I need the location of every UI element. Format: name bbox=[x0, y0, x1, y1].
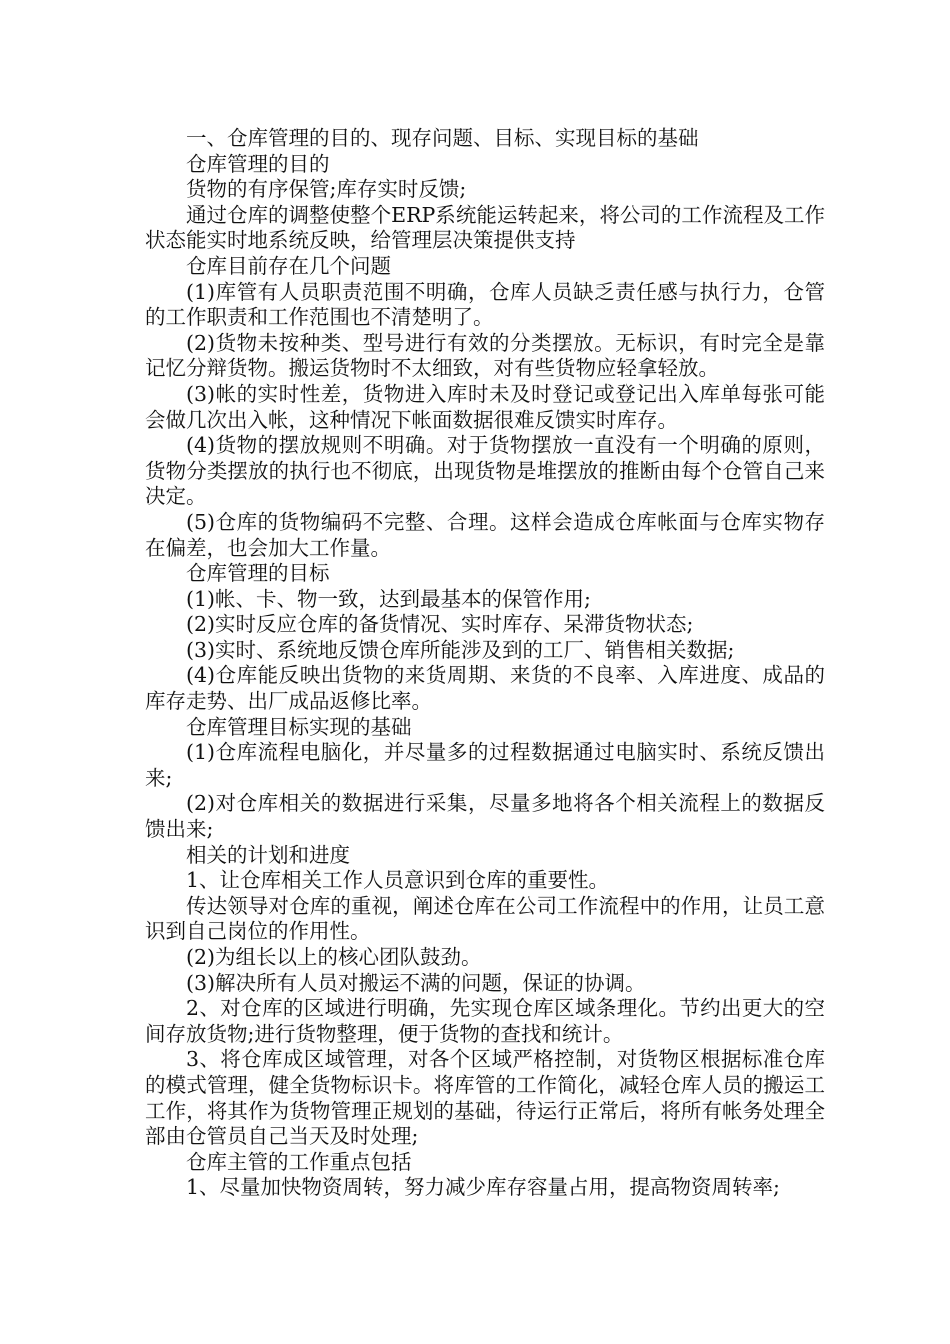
paragraph: 通过仓库的调整使整个ERP系统能运转起来，将公司的工作流程及工作状态能实时地系统反映，给管理层决策提供支持 bbox=[145, 202, 825, 253]
list-item: 3、将仓库成区域管理，对各个区域严格控制，对货物区根据标准仓库的模式管理，健全货物标识卡。将库管的工作简化，减轻仓库人员的搬运工工作，将其作为货物管理正规划的基础，待运行正常后，将所有帐务处理全部由仓管员自己当天及时处理; bbox=[145, 1047, 825, 1149]
list-item: (1)帐、卡、物一致，达到最基本的保管作用; bbox=[186, 586, 591, 611]
subheading: 仓库目前存在几个问题 bbox=[186, 253, 391, 278]
document-body bbox=[145, 126, 825, 1201]
paragraph: 货物的有序保管;库存实时反馈; bbox=[186, 177, 467, 202]
list-item: (3)实时、系统地反馈仓库所能涉及到的工厂、销售相关数据; bbox=[186, 637, 735, 662]
subheading: 仓库主管的工作重点包括 bbox=[186, 1149, 412, 1174]
subheading: 仓库管理的目的 bbox=[186, 151, 330, 176]
list-item: (1)仓库流程电脑化，并尽量多的过程数据通过电脑实时、系统反馈出来; bbox=[145, 740, 825, 790]
list-item: (4)货物的摆放规则不明确。对于货物摆放一直没有一个明确的原则，货物分类摆放的执行也不彻底，出现货物是堆摆放的推断由每个仓管自己来决定。 bbox=[145, 433, 825, 509]
list-item: (3)帐的实时性差，货物进入库时未及时登记或登记出入库单每张可能会做几次出入帐，这种情况下帐面数据很难反馈实时库存。 bbox=[145, 381, 825, 432]
list-item: (2)实时反应仓库的备货情况、实时库存、呆滞货物状态; bbox=[186, 612, 694, 637]
list-item: 1、尽量加快物资周转，努力减少库存容量占用，提高物资周转率; bbox=[186, 1175, 780, 1200]
subheading: 相关的计划和进度 bbox=[186, 842, 350, 867]
list-item: (3)解决所有人员对搬运不满的问题，保证的协调。 bbox=[186, 970, 646, 995]
list-item: (4)仓库能反映出货物的来货周期、来货的不良率、入库进度、成品的库存走势、出厂成品返修比率。 bbox=[145, 663, 825, 714]
subheading: 仓库管理的目标 bbox=[186, 561, 330, 586]
list-item: (1)库管有人员职责范围不明确，仓库人员缺乏责任感与执行力，仓管的工作职责和工作范围也不清楚明了。 bbox=[145, 279, 825, 330]
subheading: 仓库管理目标实现的基础 bbox=[186, 714, 412, 739]
list-item: (5)仓库的货物编码不完整、合理。这样会造成仓库帐面与仓库实物存在偏差，也会加大工作量。 bbox=[145, 509, 825, 560]
section-heading: 一、仓库管理的目的、现存问题、目标、实现目标的基础 bbox=[186, 126, 699, 150]
list-item: (2)货物未按种类、型号进行有效的分类摆放。无标识，有时完全是靠记忆分辩货物。搬运货物时不太细致，对有些货物应轻拿轻放。 bbox=[145, 330, 825, 381]
paragraph: 传达领导对仓库的重视，阐述仓库在公司工作流程中的作用，让员工意识到自己岗位的作用性。 bbox=[145, 893, 825, 944]
list-item: 1、让仓库相关工作人员意识到仓库的重要性。 bbox=[186, 868, 610, 893]
list-item: (2)对仓库相关的数据进行采集，尽量多地将各个相关流程上的数据反馈出来; bbox=[145, 791, 825, 842]
list-item: (2)为组长以上的核心团队鼓劲。 bbox=[186, 945, 482, 969]
list-item: 2、对仓库的区域进行明确，先实现仓库区域条理化。节约出更大的空间存放货物;进行货物整理，便于货物的查找和统计。 bbox=[145, 996, 825, 1046]
